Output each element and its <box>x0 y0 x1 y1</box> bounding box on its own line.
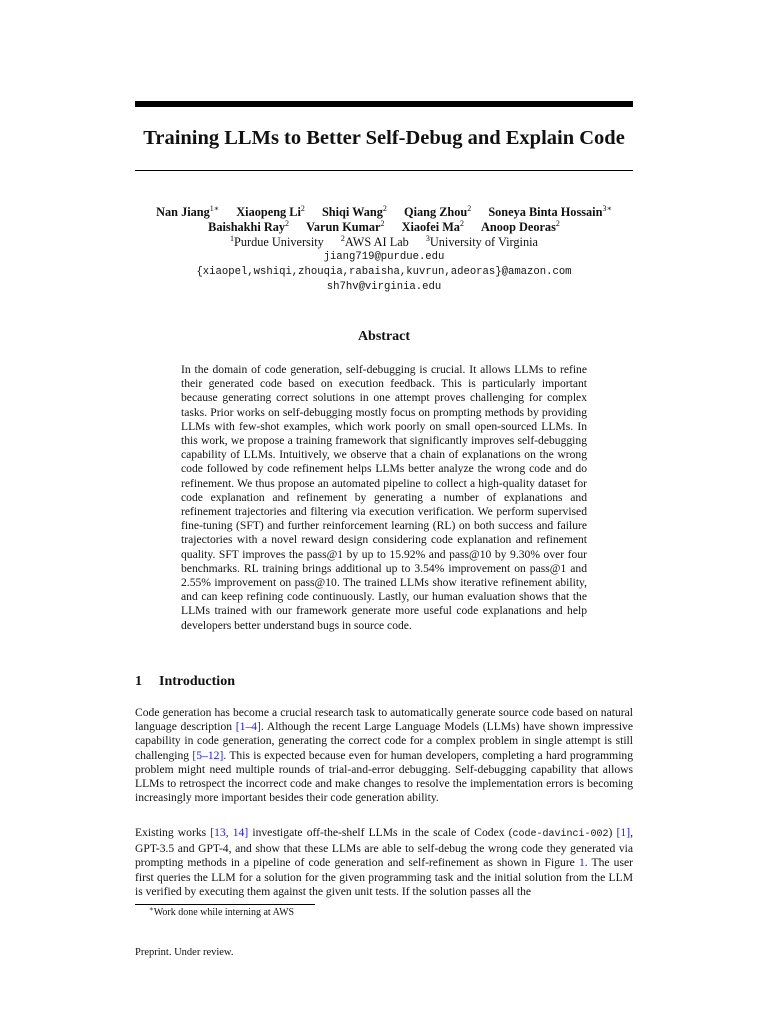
author-block <box>135 205 633 295</box>
intro-paragraph-1 <box>135 706 633 805</box>
section-title: Introduction <box>159 674 235 689</box>
citation-link[interactable]: [5–12] <box>192 748 224 762</box>
footnote <box>135 906 633 919</box>
author-name: Baishakhi Ray <box>208 220 286 234</box>
affiliation-mark: 2 <box>340 234 345 243</box>
email-purdue[interactable]: jiang719@purdue.edu <box>323 251 445 263</box>
affiliation-mark: 3 <box>425 234 430 243</box>
section-number: 1 <box>135 674 142 689</box>
title-top-rule <box>135 101 633 107</box>
paragraph-text: ) <box>608 826 617 839</box>
citation-link[interactable]: [13, 14] <box>210 826 249 839</box>
email-amazon[interactable]: {xiaopel,wshiqi,zhouqia,rabaisha,kuvrun,adeoras}@amazon.com <box>196 266 572 278</box>
paper-title: Training LLMs to Better Self-Debug and Explain Code <box>143 127 625 149</box>
author-affiliation-mark: 1∗ <box>209 204 220 213</box>
author-name: Xiaopeng Li <box>236 205 301 219</box>
author-name: Anoop Deoras <box>481 220 556 234</box>
preprint-notice: Preprint. Under review. <box>135 947 234 958</box>
author-affiliation-mark: 2 <box>459 219 464 228</box>
author-affiliation-mark: 2 <box>467 204 472 213</box>
author-affiliation-mark: 3∗ <box>602 204 612 213</box>
author-affiliation-mark: 2 <box>300 204 305 213</box>
paragraph-text: Existing works <box>135 826 211 839</box>
paragraph-text: investigate off-the-shelf LLMs in the scale of Codex ( <box>248 826 513 839</box>
affiliation-name: Purdue University <box>234 235 324 249</box>
abstract-text: In the domain of code generation, self-debugging is crucial. It allows LLMs to refine their generated code based on execution feedback. This is particularly important because generating correct solutions in one attempt proves challenging for complex tasks. Prior works on self-debugging mostly focus on prompting methods by providing LLMs with few-shot examples, which work poorly on small open-sourced LLMs. In this work, we propose a training framework that significantly improves self-debugging capability of LLMs. Intuitively, we observe that a chain of explanations on the wrong code followed by code refinement helps LLMs better analyze the wrong code and do refinement. We thus propose an automated pipeline to collect a high-quality dataset for code explanation and refinement by generating a number of explanations and refinement trajectories and filtering via execution verification. We perform supervised fine-tuning (SFT) and further reinforcement learning (RL) on both success and failure trajectories with a novel reward design considering code explanation and refinement quality. SFT improves the pass@1 by up to 15.92% and pass@10 by 9.30% over four benchmarks. RL training brings additional up to 3.54% improvement on pass@1 and 2.55% improvement on pass@10. The trained LLMs show iterative refinement ability, and can keep refining code continuously. Lastly, our human evaluation shows that the LLMs trained with our framework generate more useful code explanations and help developers better understand bugs in source code. <box>181 363 587 632</box>
paragraph-text: Code generation has become a crucial research task to automatically generate source code based on natural language description <box>135 706 633 734</box>
paragraph-text: . This is expected because even for human developers, completing a hard programming problem might need multiple rounds of trial-and-error debugging. Self-debugging capability that allows LLMs to retrospect the incorrect code and make changes to resolve the implementation errors is becoming increasingly more important besides their code generation ability. <box>135 748 634 805</box>
footnote-rule <box>135 904 315 905</box>
figure-reference-link[interactable]: 1 <box>578 856 585 870</box>
author-affiliation-mark: 2 <box>382 204 387 213</box>
paragraph-text: . The user first queries the LLM for a solution for the given programming task and the initial solution from the LLM is verified by executing them against the given unit tests. If the solution passes all the <box>135 856 633 898</box>
section-heading-introduction <box>135 672 633 692</box>
email-virginia[interactable]: sh7hv@virginia.edu <box>326 281 442 293</box>
citation-link[interactable]: [1] <box>616 826 631 839</box>
author-name: Soneya Binta Hossain <box>488 205 603 219</box>
affiliation-name: University of Virginia <box>429 235 538 249</box>
paragraph-text: . Although the recent Large Language Models (LLMs) have shown impressive capability in code generation, generating the correct code for a complex problem in single attempt is still challenging <box>135 720 633 762</box>
affiliation-row <box>135 235 633 250</box>
author-name: Nan Jiang <box>156 205 210 219</box>
author-name: Varun Kumar <box>306 220 381 234</box>
citation-link[interactable]: [1–4] <box>235 720 261 734</box>
paragraph-text: , GPT-3.5 and GPT-4, and show that these LLMs are able to self-debug the wrong code they generated via prompting methods in a pipeline of code generation and self-refinement as shown in Figure <box>135 826 633 870</box>
footnote-mark: ∗ <box>149 905 154 913</box>
affiliation-mark: 1 <box>230 234 234 243</box>
footnote-text: Work done while interning at AWS <box>153 907 295 918</box>
inline-code: code-davinci-002 <box>512 829 609 840</box>
author-name: Shiqi Wang <box>321 205 383 219</box>
author-name: Xiaofei Ma <box>401 220 460 234</box>
author-affiliation-mark: 2 <box>380 219 385 228</box>
abstract-heading: Abstract <box>357 329 411 344</box>
author-name: Qiang Zhou <box>404 205 468 219</box>
author-affiliation-mark: 2 <box>555 219 560 228</box>
author-affiliation-mark: 2 <box>285 219 290 228</box>
author-row-1 <box>135 205 633 220</box>
title-bottom-rule <box>135 170 633 171</box>
intro-paragraph-2 <box>135 826 633 899</box>
author-row-2 <box>135 220 633 235</box>
affiliation-name: AWS AI Lab <box>344 235 409 249</box>
